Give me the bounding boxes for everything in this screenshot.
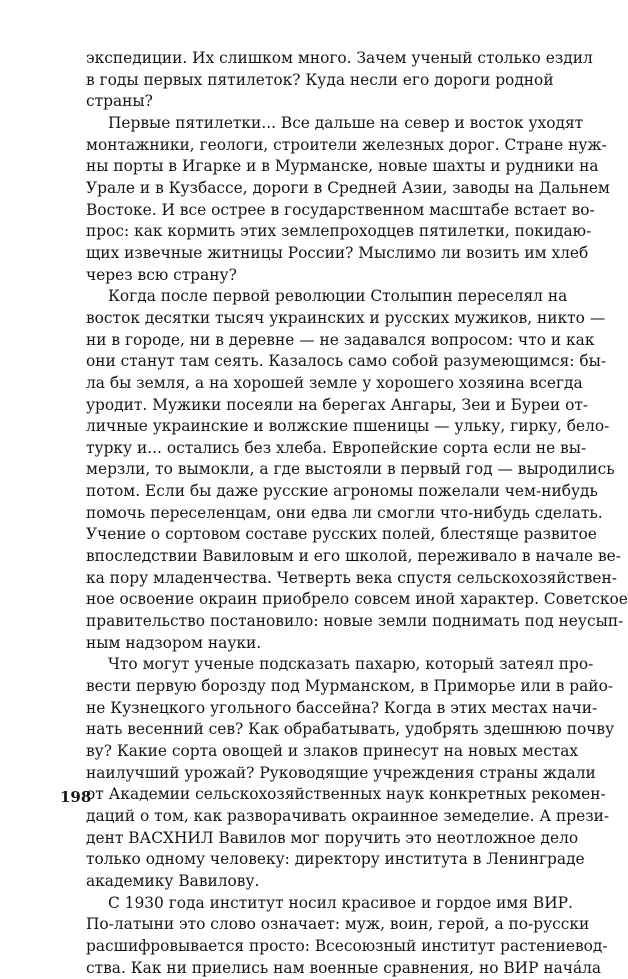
- text-line: ла бы земля, а на хорошей земле у хорошего хозяина всегда: [86, 373, 583, 392]
- text-line: вести первую борозду под Мурманском, в Приморье или в райо-: [86, 677, 614, 696]
- text-line: мерзли, то вымокли, а где выстояли в первый год — выродились: [86, 460, 615, 479]
- text-line: С 1930 года институт носил красивое и гордое имя ВИР.: [108, 893, 573, 912]
- text-line: расшифровывается просто: Всесоюзный институт растениевод-: [86, 936, 608, 955]
- text-line: личные украинские и волжские пшеницы — ульку, гирку, бело-: [86, 417, 610, 436]
- text-line: Учение о сортовом составе русских полей, блестяще развитое: [86, 525, 597, 544]
- text-line: правительство постановило: новые земли поднимать под неусып-: [86, 612, 624, 631]
- text-line: ным надзором науки.: [86, 633, 262, 652]
- text-line: в годы первых пятилеток? Куда несли его дороги родной: [86, 70, 554, 89]
- text-line: прос: как кормить этих землепроходцев пятилетки, покидаю-: [86, 222, 592, 241]
- text-line: академику Вавилову.: [86, 871, 260, 890]
- text-line: помочь переселенцам, они едва ли смогли что-нибудь сделать.: [86, 503, 603, 522]
- text-line: только одному человеку: директору института в Ленинграде: [86, 850, 585, 869]
- text-line: ка пору младенчества. Четверть века спустя сельскохозяйствен-: [86, 568, 617, 587]
- text-line: монтажники, геологи, строители железных дорог. Стране нуж-: [86, 135, 607, 154]
- text-line: уродит. Мужики посеяли на берегах Ангары, Зеи и Буреи от-: [86, 395, 589, 414]
- text-line: наилучший урожай? Руководящие учреждения страны ждали: [86, 763, 596, 782]
- text-line: экспедиции. Их слишком много. Зачем ученый столько ездил: [86, 49, 593, 67]
- text-line: ни в городе, ни в деревне — не задавался вопросом: что и как: [86, 330, 595, 349]
- text-line: нать весенний сев? Как обрабатывать, удобрять здешнюю почву: [86, 720, 615, 739]
- text-line: даций о том, как разворачивать окраинное земеделие. А прези-: [86, 806, 610, 825]
- text-line: ву? Какие сорта овощей и злаков принесут на новых местах: [86, 742, 579, 760]
- text-line: По-латыни это слово означает: муж, воин, герой, а по-русски: [86, 915, 590, 934]
- text-line: через всю страну?: [86, 265, 237, 284]
- text-line: дент ВАСХНИЛ Вавилов мог поручить это неотложное дело: [86, 828, 579, 847]
- text-line: Востоке. И все острее в государственном масштабе встает во-: [86, 200, 595, 219]
- text-line: восток десятки тысяч украинских и русских мужиков, никто —: [86, 308, 606, 327]
- text-line: Первые пятилетки... Все дальше на север и восток уходят: [108, 113, 584, 132]
- text-line: страны?: [86, 92, 153, 111]
- text-line: Когда после первой революции Столыпин переселял на: [108, 287, 568, 306]
- text-line: щих извечные житницы России? Мыслимо ли возить им хлеб: [86, 243, 589, 262]
- text-line: турку и... остались без хлеба. Европейские сорта если не вы-: [86, 438, 587, 457]
- page-number: 198: [60, 788, 92, 806]
- text-line: Что могут ученые подсказать пахарю, который затеял про-: [108, 655, 594, 674]
- text-line: потом. Если бы даже русские агрономы пожелали чем-нибудь: [86, 482, 598, 501]
- text-line: ное освоение окраин приобрело совсем иной характер. Советское: [86, 590, 628, 609]
- text-line: не Кузнецкого угольного бассейна? Когда в этих местах начи-: [86, 698, 598, 717]
- text-line: они станут там сеять. Казалось само собой разумеющимся: бы-: [86, 352, 607, 371]
- text-line: ны порты в Игарке и в Мурманске, новые шахты и рудники на: [86, 157, 599, 176]
- text-line: ства. Как ни приелись нам военные сравнения, но ВИР начáла: [86, 958, 602, 977]
- text-line: Урале и в Кузбассе, дороги в Средней Азии, заводы на Дальнем: [86, 178, 610, 197]
- text-line: впоследствии Вавиловым и его школой, переживало в начале ве-: [86, 547, 621, 566]
- body-text: [86, 48, 628, 979]
- text-line: от Академии сельскохозяйственных наук конкретных рекомен-: [86, 785, 606, 804]
